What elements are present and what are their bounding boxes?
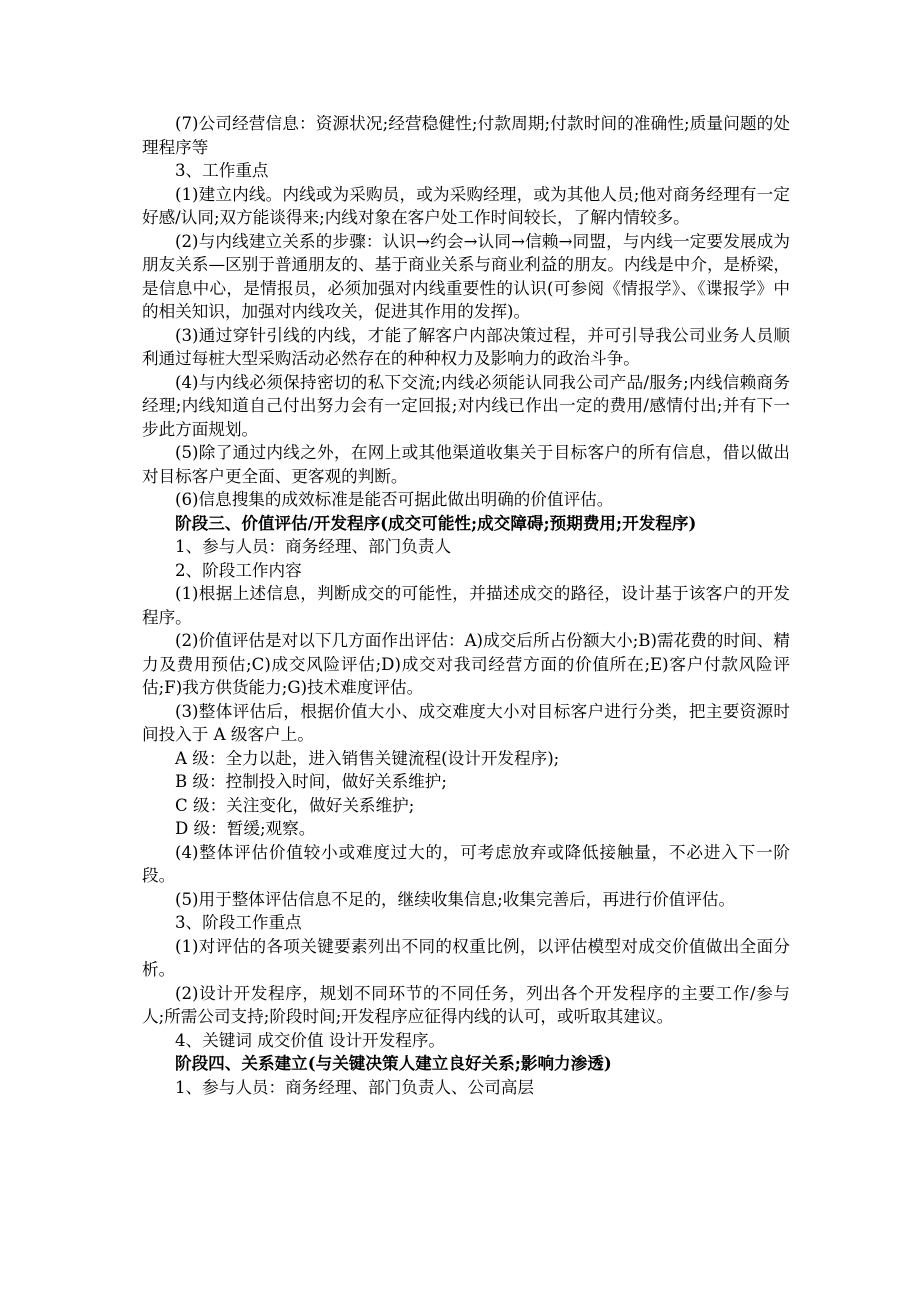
paragraph: (3)整体评估后，根据价值大小、成交难度大小对目标客户进行分类，把主要资源时间投入于 A 级客户上。 [142, 701, 790, 744]
paragraph: 1、参与人员：商务经理、部门负责人 [175, 537, 452, 556]
section-heading: 阶段三、价值评估/开发程序(成交可能性;成交障碍;预期费用;开发程序) [175, 512, 697, 533]
paragraph: (4)整体评估价值较小或难度过大的，可考虑放弃或降低接触量，不必进入下一阶段。 [142, 842, 790, 885]
paragraph: (2)与内线建立关系的步骤：认识→约会→认同→信赖→同盟，与内线一定要发展成为朋友关系—区别于普通朋友的、基于商业关系与商业利益的朋友。内线是中介，是桥梁，是信息中心，是情报员，必须加强对内线重要性的认识(可参阅《情报学》、《谍报学》中的相关知识，加强对内线攻关，促进其作用的发挥)。 [142, 231, 790, 321]
paragraph: (4)与内线必须保持密切的私下交流;内线必须能认同我公司产品/服务;内线信赖商务经理;内线知道自己付出努力会有一定回报;对内线已作出一定的费用/感情付出;并有下一步此方面规划。 [142, 372, 790, 439]
paragraph: 2、阶段工作内容 [175, 560, 302, 580]
paragraph: (5)用于整体评估信息不足的，继续收集信息;收集完善后，再进行价值评估。 [175, 889, 736, 909]
paragraph: (2)价值评估是对以下几方面作出评估：A)成交后所占份额大小;B)需花费的时间、精力及费用预估;C)成交风险评估;D)成交对我司经营方面的价值所在;E)客户付款风险评估;F)我方供货能力;G)技术难度评估。 [142, 631, 790, 697]
paragraph: 3、工作重点 [175, 161, 269, 180]
paragraph: D 级：暂缓;观察。 [175, 819, 316, 838]
section-heading: 阶段四、关系建立(与关键决策人建立良好关系;影响力渗透) [175, 1053, 612, 1073]
paragraph: 4、关键词 成交价值 设计开发程序。 [175, 1030, 446, 1050]
document-body [142, 112, 790, 1099]
paragraph: (2)设计开发程序，规划不同环节的不同任务，列出各个开发程序的主要工作/参与人;所需公司支持;阶段时间;开发程序应征得内线的认可，或听取其建议。 [142, 983, 790, 1026]
paragraph: (5)除了通过内线之外，在网上或其他渠道收集关于目标客户的所有信息，借以做出对目标客户更全面、更客观的判断。 [142, 443, 790, 486]
paragraph: (6)信息搜集的成效标准是能否可据此做出明确的价值评估。 [175, 490, 614, 509]
paragraph: A 级：全力以赴，进入销售关键流程(设计开发程序); [175, 748, 560, 768]
paragraph: B 级：控制投入时间，做好关系维护; [175, 772, 447, 791]
paragraph: C 级：关注变化，做好关系维护; [175, 795, 415, 815]
paragraph: (1)根据上述信息，判断成交的可能性，并描述成交的路径，设计基于该客户的开发程序。 [142, 584, 790, 627]
paragraph: (3)通过穿针引线的内线，才能了解客户内部决策过程，并可引导我公司业务人员顺利通过每桩大型采购活动必然存在的种种权力及影响力的政治斗争。 [142, 325, 790, 368]
paragraph: 3、阶段工作重点 [175, 913, 302, 932]
paragraph: 1、参与人员：商务经理、部门负责人、公司高层 [175, 1077, 535, 1097]
paragraph: (1)建立内线。内线或为采购员，或为采购经理，或为其他人员;他对商务经理有一定好感/认同;双方能谈得来;内线对象在客户处工作时间较长，了解内情较多。 [142, 184, 790, 227]
paragraph: (7)公司经营信息：资源状况;经营稳健性;付款周期;付款时间的准确性;质量问题的处理程序等 [142, 114, 790, 157]
paragraph: (1)对评估的各项关键要素列出不同的权重比例，以评估模型对成交价值做出全面分析。 [142, 936, 790, 979]
